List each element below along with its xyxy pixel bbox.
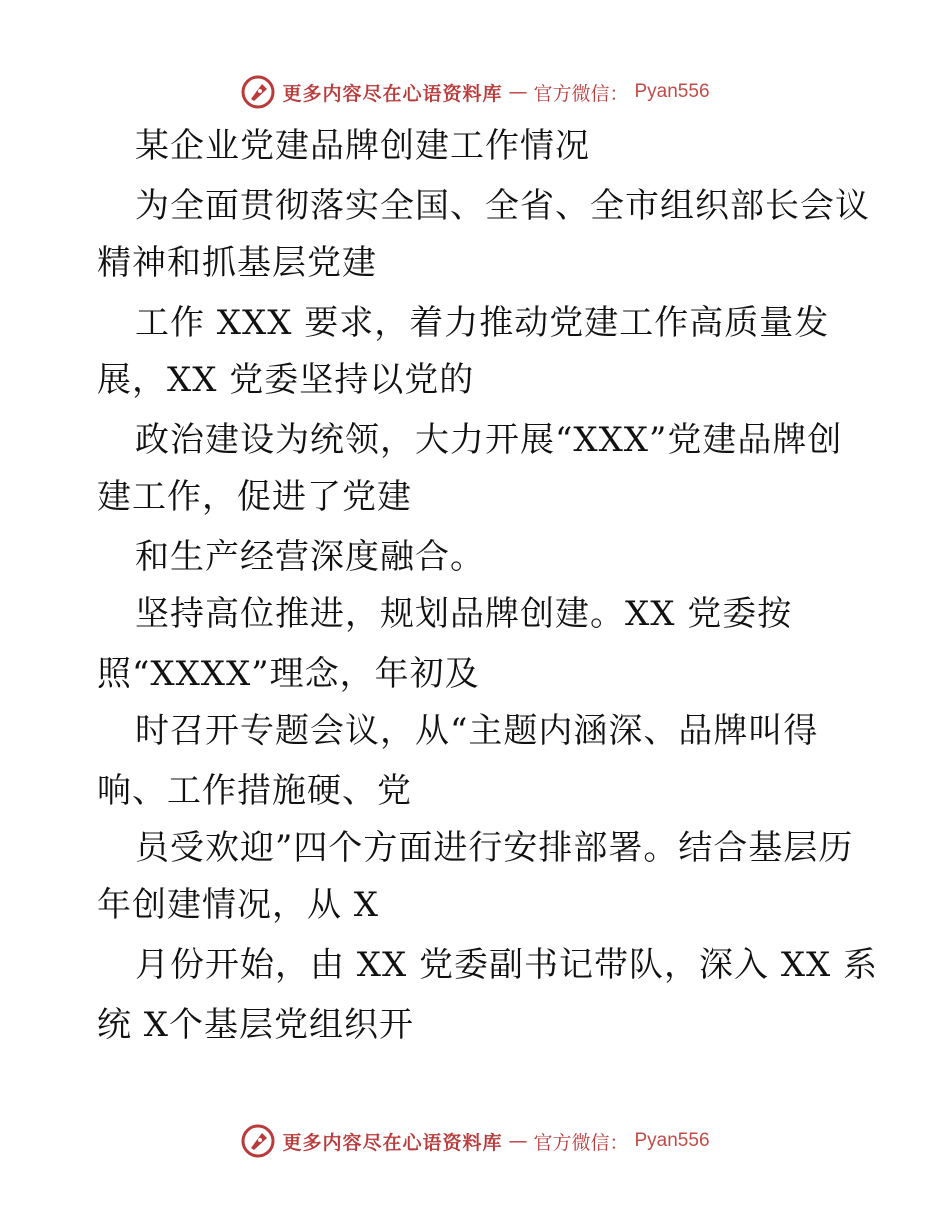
paragraph-line: 统 X个基层党组织开 xyxy=(97,1005,415,1045)
banner-wechat-id: Pyan556 xyxy=(634,81,710,102)
paragraph-line: 和生产经营深度融合。 xyxy=(135,537,485,577)
banner-wechat-id: Pyan556 xyxy=(634,1130,710,1151)
footer-banner xyxy=(0,1121,950,1161)
paragraph-line: 照“XXXX”理念，年初及 xyxy=(97,654,480,694)
banner-label: 官方微信： xyxy=(533,82,629,105)
header-banner xyxy=(0,72,950,112)
paragraph-line: 为全面贯彻落实全国、全省、全市组织部长会议 xyxy=(135,186,870,226)
paragraph-line: 响、工作措施硬、党 xyxy=(97,771,412,811)
banner-dash: — xyxy=(508,1130,528,1152)
paragraph-line: 政治建设为统领，大力开展“XXX”党建品牌创 xyxy=(135,420,843,460)
paragraph-line: 年创建情况，从 X xyxy=(97,885,380,925)
paragraph-line: 时召开专题会议，从“主题内涵深、品牌叫得 xyxy=(135,711,819,751)
pen-nib-logo-icon xyxy=(240,1123,276,1159)
banner-site-text: 更多内容尽在心语资料库 xyxy=(282,82,503,105)
pen-nib-logo-icon xyxy=(240,74,276,110)
document-title: 某企业党建品牌创建工作情况 xyxy=(135,126,590,166)
paragraph-line: 月份开始，由 XX 党委副书记带队，深入 XX 系 xyxy=(135,945,879,985)
banner-site-text: 更多内容尽在心语资料库 xyxy=(282,1131,503,1154)
banner-dash: — xyxy=(508,81,528,103)
banner-label: 官方微信： xyxy=(533,1131,629,1154)
paragraph-line: 工作 XXX 要求，着力推动党建工作高质量发 xyxy=(135,303,830,343)
paragraph-line: 建工作，促进了党建 xyxy=(97,477,412,517)
paragraph-line: 精神和抓基层党建 xyxy=(97,243,377,283)
paragraph-line: 展，XX 党委坚持以党的 xyxy=(97,360,475,400)
paragraph-line: 员受欢迎”四个方面进行安排部署。结合基层历 xyxy=(135,828,854,868)
paragraph-line: 坚持高位推进，规划品牌创建。XX 党委按 xyxy=(135,594,793,634)
